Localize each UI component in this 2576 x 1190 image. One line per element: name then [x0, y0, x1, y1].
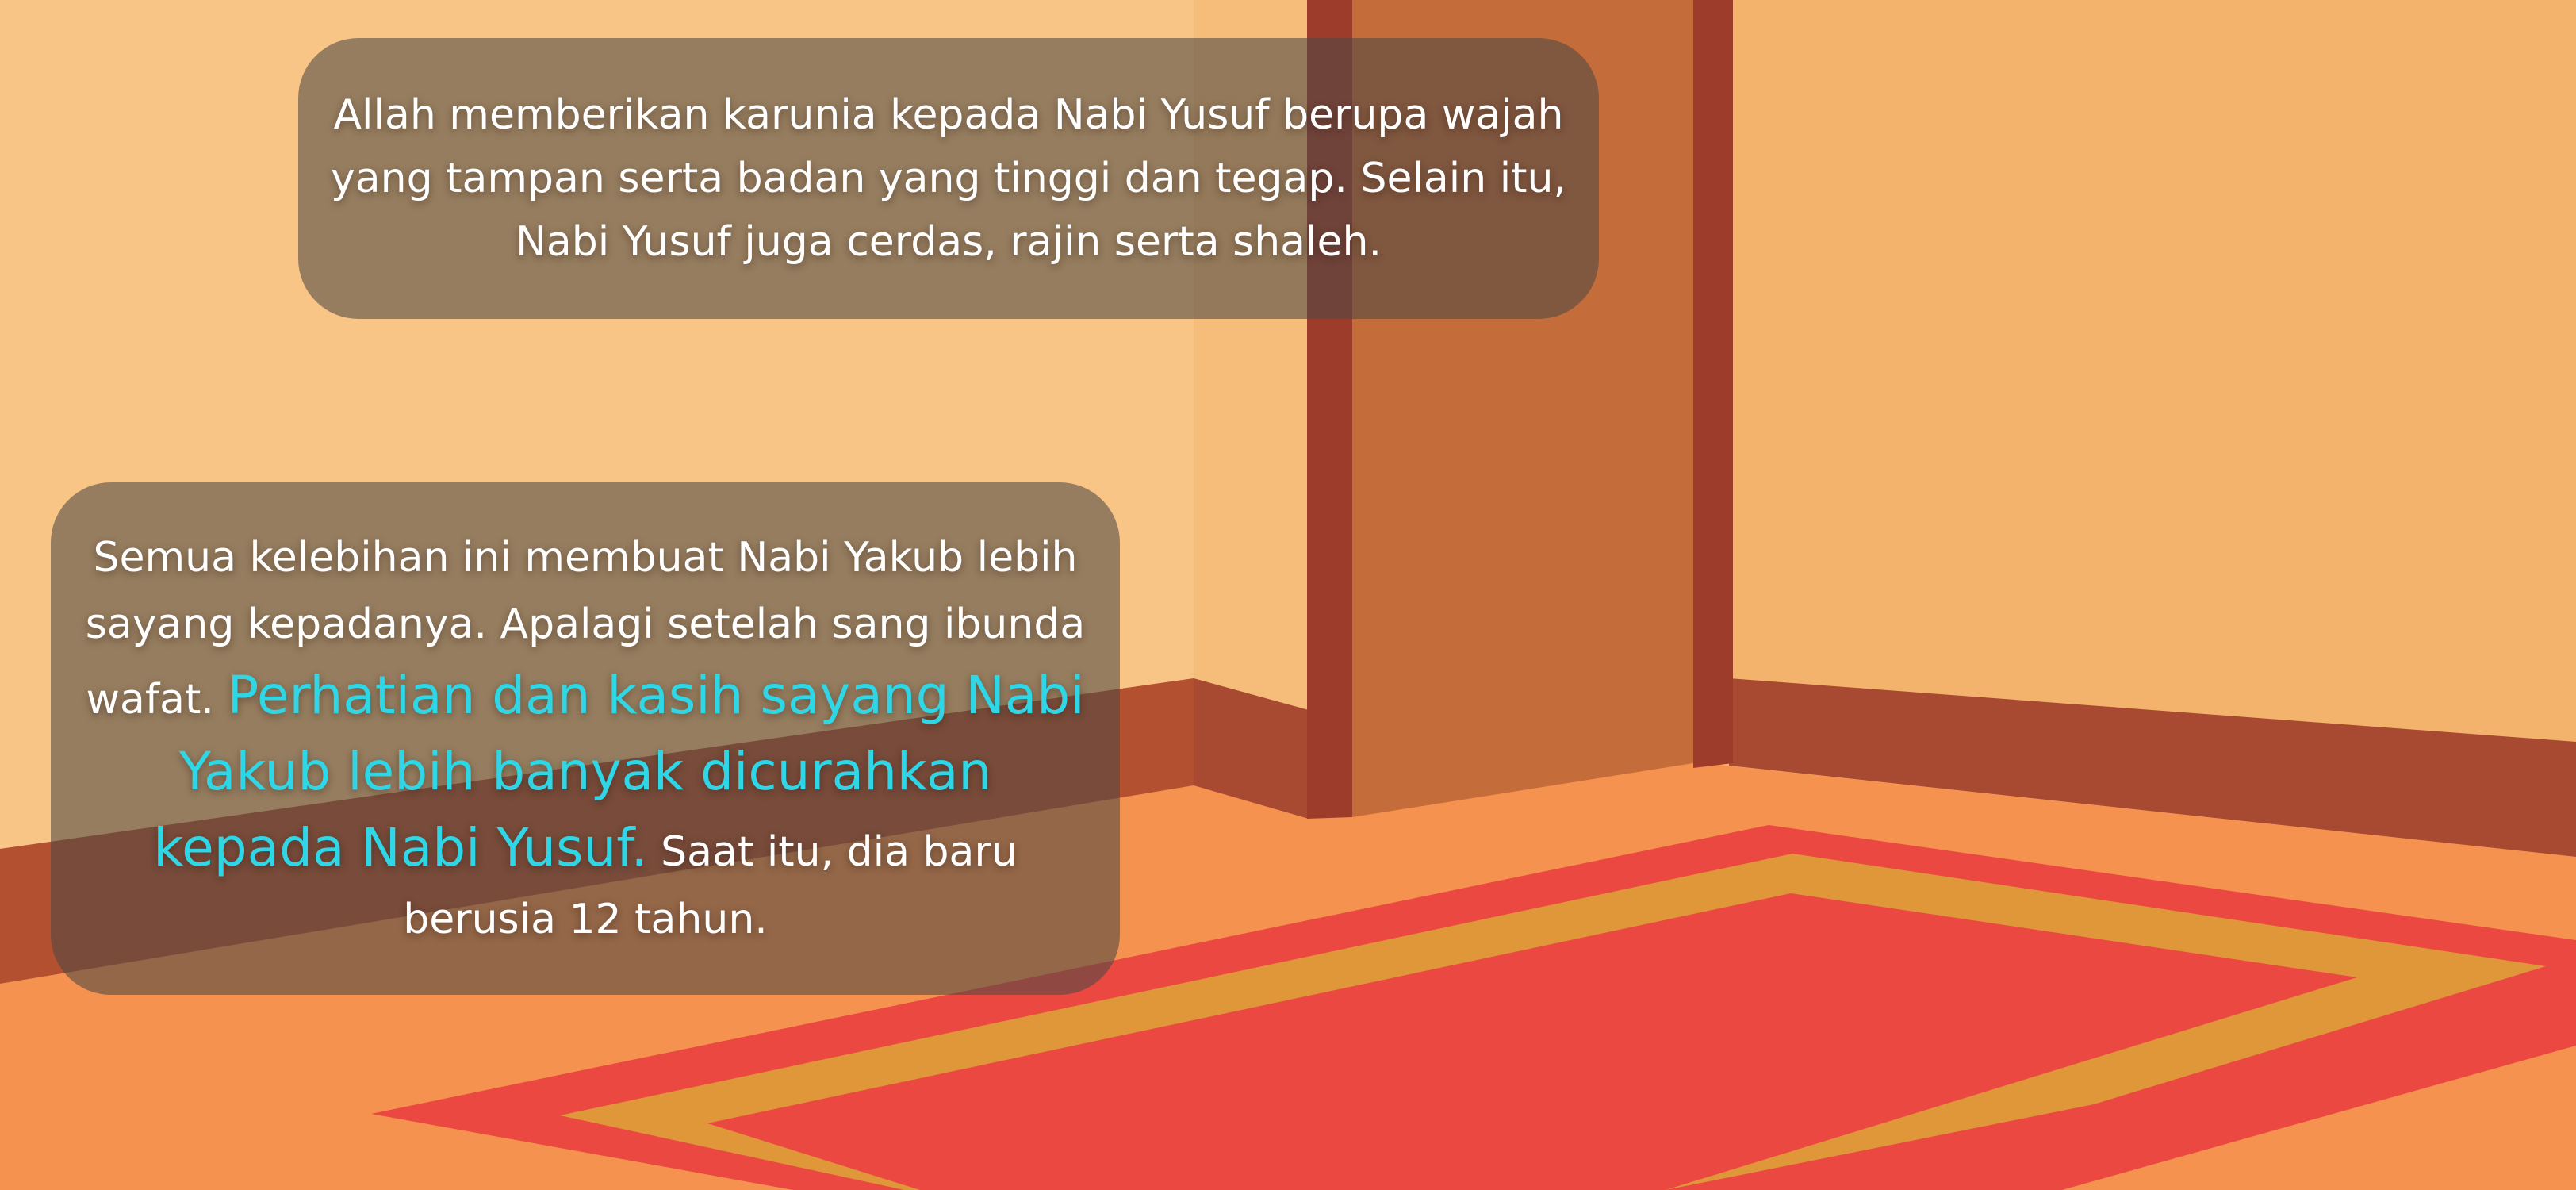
narration-bottom-paragraph [82, 524, 1088, 953]
pillar-right-edge [1693, 0, 1733, 768]
narration-bottom-text-before: Semua kelebihan ini membuat Nabi Yakub lebih sayang kepadanya. Apalagi setelah sang ibunda wafat. [85, 534, 1086, 724]
narration-box-top [298, 38, 1599, 319]
narration-bottom-text-after: Saat itu, dia baru berusia 12 tahun. [403, 828, 1018, 943]
narration-highlight-text: Perhatian dan kasih sayang Nabi Yakub lebih banyak dicurahkan kepada Nabi Yusuf. [153, 665, 1085, 878]
narration-box-bottom [51, 482, 1120, 995]
narration-top-text: Allah memberikan karunia kepada Nabi Yusuf berupa wajah yang tampan serta badan yang tinggi dan tegap. Selain itu, Nabi Yusuf juga cerdas, rajin serta shaleh. [330, 91, 1567, 266]
